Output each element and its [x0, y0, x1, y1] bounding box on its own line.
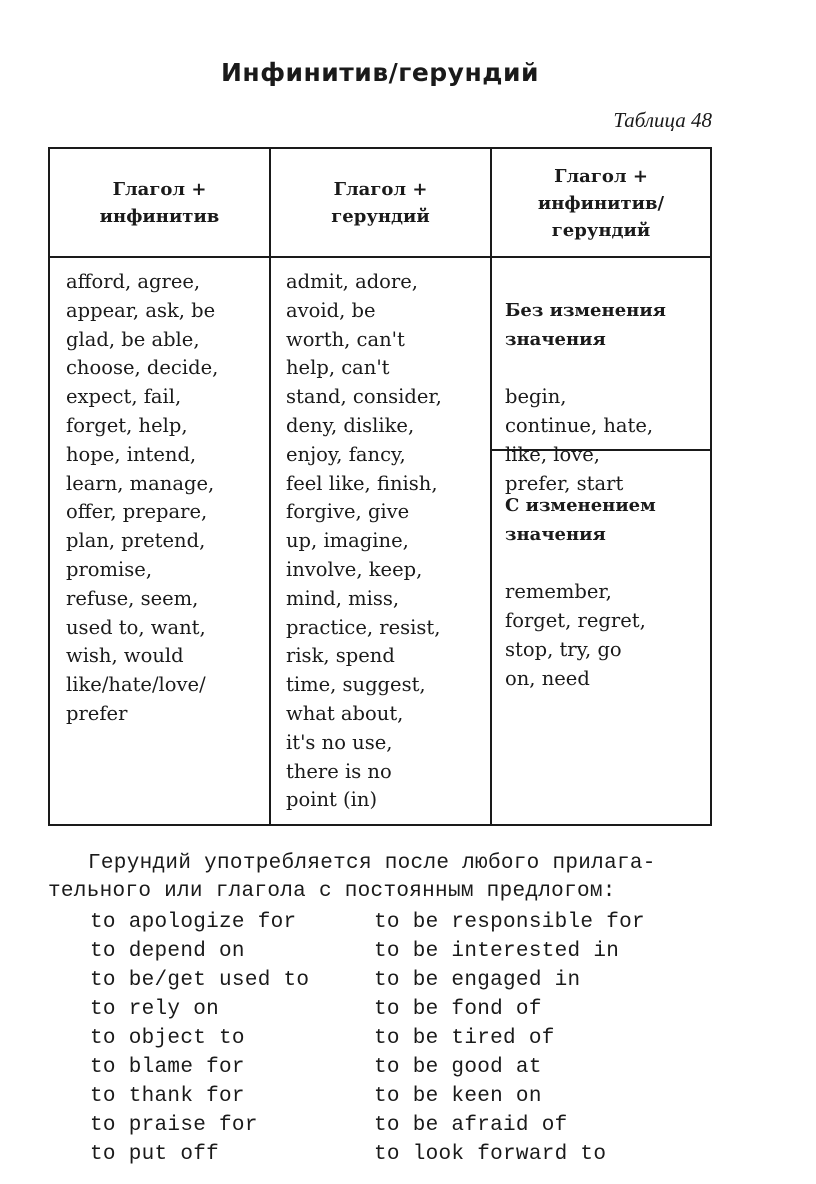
phrase-left: to put off	[90, 1143, 220, 1166]
list-item	[90, 1024, 645, 1053]
phrase-left: to depend on	[90, 940, 245, 963]
header-verb-infinitive-gerund: Глагол + инфинитив/ герундий	[537, 165, 665, 241]
phrase-right: to be engaged in	[374, 969, 581, 992]
phrase-left: to be/get used to	[90, 969, 310, 992]
meaning-change-cell	[505, 463, 656, 722]
list-item	[90, 1111, 645, 1140]
list-item	[90, 995, 645, 1024]
phrase-right: to be afraid of	[374, 1114, 568, 1137]
paragraph-line: Герундий употребляется после любого прилага-	[88, 852, 656, 875]
phrase-left: to praise for	[90, 1114, 258, 1137]
phrase-right: to be keen on	[374, 1085, 542, 1108]
list-item	[90, 1082, 645, 1111]
phrase-left: to object to	[90, 1027, 245, 1050]
phrase-right: to be fond of	[374, 998, 542, 1021]
meaning-change-verbs: remember, forget, regret, stop, try, go on, need	[505, 580, 646, 690]
phrase-right: to look forward to	[374, 1143, 607, 1166]
paragraph-line: тельного или глагола с постоянным предлогом:	[48, 880, 616, 903]
list-item	[90, 908, 645, 937]
phrase-right: to be tired of	[374, 1027, 555, 1050]
phrase-right: to be interested in	[374, 940, 620, 963]
phrase-list	[90, 908, 645, 1169]
phrase-left: to thank for	[90, 1085, 245, 1108]
grammar-table	[48, 147, 712, 826]
phrase-right: to be responsible for	[374, 911, 645, 934]
list-item	[90, 966, 645, 995]
phrase-left: to rely on	[90, 998, 220, 1021]
meaning-change-heading: С изменением значения	[505, 494, 656, 545]
list-item	[90, 1140, 645, 1169]
header-verb-infinitive: Глагол + инфинитив	[99, 179, 220, 227]
no-meaning-change-heading: Без изменения значения	[505, 299, 666, 350]
table-label: Таблица 48	[613, 108, 712, 132]
phrase-left: to apologize for	[90, 911, 297, 934]
page-title: Инфинитив/герундий	[221, 58, 539, 87]
gerund-note-paragraph	[48, 850, 728, 906]
phrase-left: to blame for	[90, 1056, 245, 1079]
list-item	[90, 937, 645, 966]
no-meaning-change-verbs: begin, continue, hate, like, love, prefer, start	[505, 385, 654, 495]
list-item	[90, 1053, 645, 1082]
infinitive-verbs-list: afford, agree, appear, ask, be glad, be able, choose, decide, expect, fail, forget, help, hope, intend, learn, manage, offer, prepare, plan, pretend, promise, refuse, seem, used to, want, wish, would like/hate/love/ prefer	[66, 270, 219, 725]
gerund-verbs-list: admit, adore, avoid, be worth, can't help, can't stand, consider, deny, dislike, enjoy, fancy, feel like, finish, forgive, give up, imagine, involve, keep, mind, miss, practice, resist, risk, spend time, suggest, what about, it's no use, there is no point (in)	[286, 270, 442, 812]
phrase-right: to be good at	[374, 1056, 542, 1079]
header-verb-gerund: Глагол + герундий	[331, 179, 430, 227]
